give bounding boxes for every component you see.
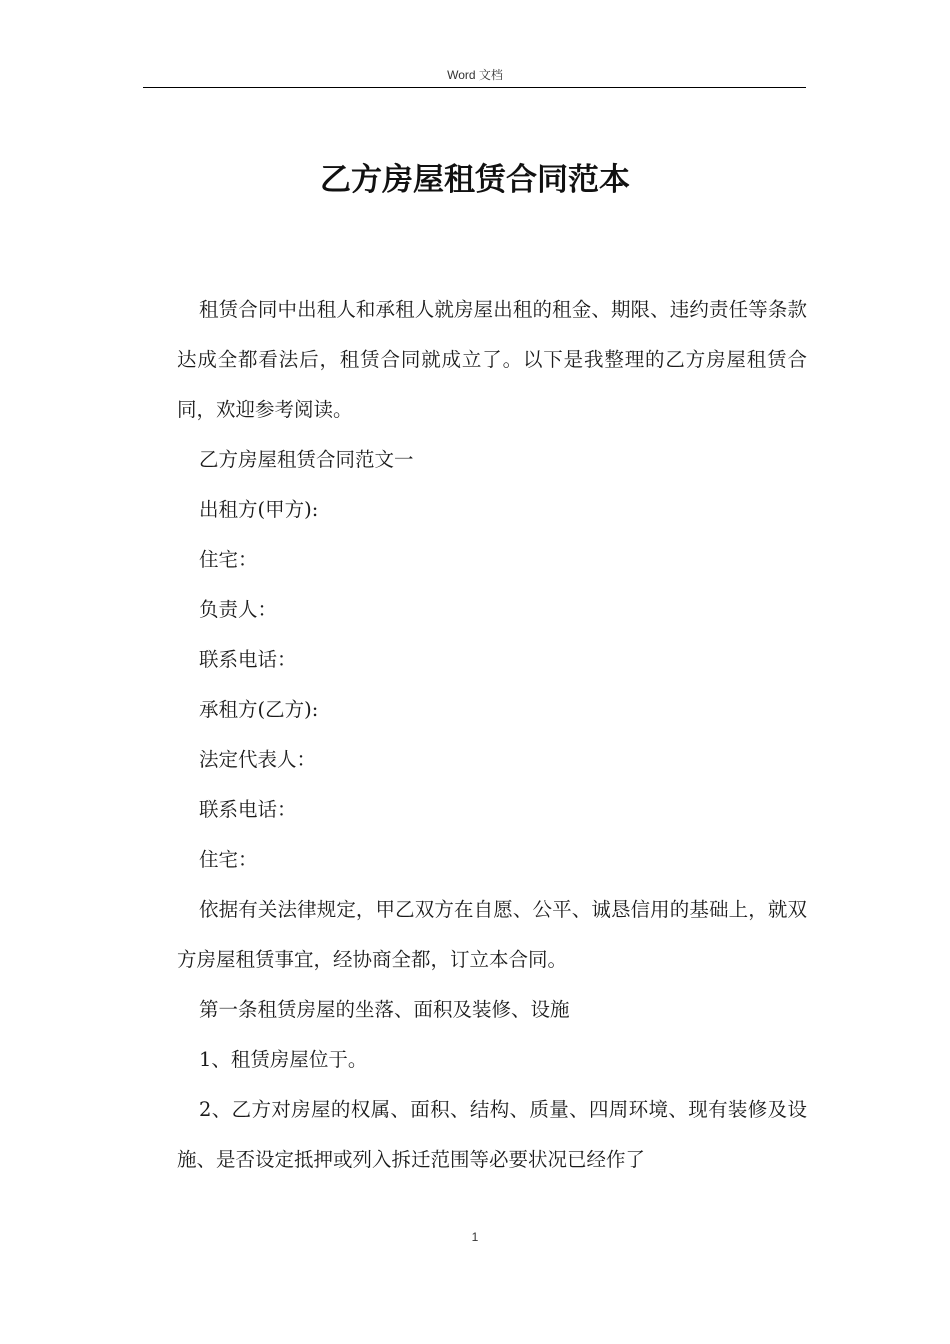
lessor-address-label: 住宅： <box>199 548 258 571</box>
document-body <box>177 285 807 1185</box>
document-title: 乙方房屋租赁合同范本 <box>320 162 630 198</box>
preamble-paragraph: 依据有关法律规定，甲乙双方在自愿、公平、诚恳信用的基础上，就双方房屋租赁事宜，经协商全都，订立本合同。 <box>177 898 807 971</box>
section-heading: 乙方房屋租赁合同范文一 <box>199 448 414 471</box>
clause-item: 1、租赁房屋位于。 <box>199 1048 368 1071</box>
header-divider <box>143 87 806 88</box>
lessor-representative-label: 负责人： <box>199 598 278 621</box>
intro-paragraph: 租赁合同中出租人和承租人就房屋出租的租金、期限、违约责任等条款达成全都看法后，租赁合同就成立了。以下是我整理的乙方房屋租赁合同，欢迎参考阅读。 <box>177 298 807 421</box>
article-one-heading: 第一条租赁房屋的坐落、面积及装修、设施 <box>199 998 570 1021</box>
lessee-address-label: 住宅： <box>199 848 258 871</box>
clause-item: 2、乙方对房屋的权属、面积、结构、质量、四周环境、现有装修及设施、是否设定抵押或列入拆迁范围等必要状况已经作了 <box>177 1098 807 1171</box>
lessee-label: 承租方(乙方): <box>199 698 319 721</box>
lessee-phone-label: 联系电话： <box>199 798 297 821</box>
page-number: 1 <box>471 1230 479 1244</box>
lessor-label: 出租方(甲方): <box>199 498 319 521</box>
page-header: Word 文档 <box>447 68 503 82</box>
lessor-phone-label: 联系电话： <box>199 648 297 671</box>
lessee-representative-label: 法定代表人： <box>199 748 317 771</box>
